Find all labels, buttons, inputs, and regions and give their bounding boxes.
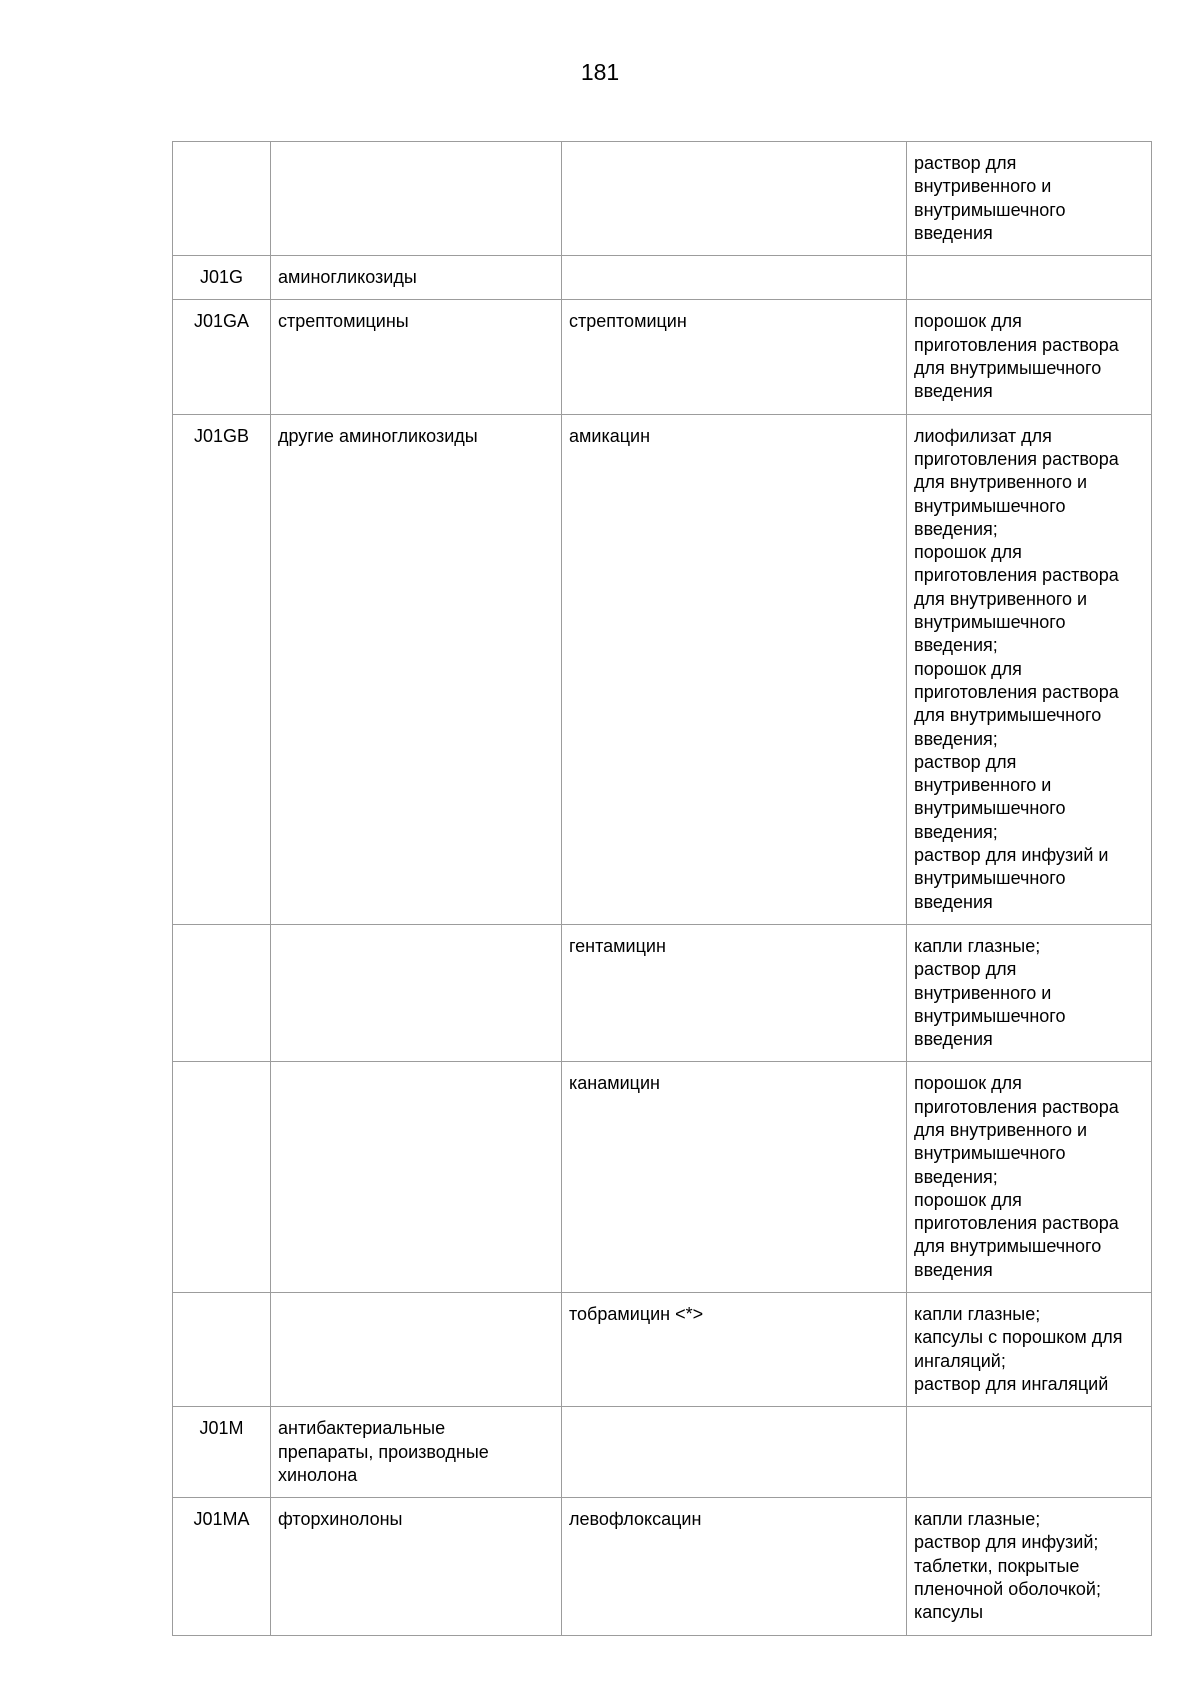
table-row — [173, 1293, 1152, 1407]
anatomical-therapeutic-group-cell — [271, 1498, 562, 1635]
dosage-form-line: приготовления раствора — [914, 1096, 1119, 1117]
drug-name-cell — [562, 256, 907, 300]
table-row — [173, 924, 1152, 1061]
table-row — [173, 414, 1152, 924]
drug-name-cell: канамицин — [562, 1062, 907, 1293]
drug-name-cell: тобрамицин <*> — [562, 1293, 907, 1407]
atc-code-cell: J01GB — [173, 414, 271, 924]
dosage-form-line: приготовления раствора — [914, 1213, 1119, 1234]
dosage-form-line: введения — [914, 1029, 993, 1050]
dosage-form-line: для внутримышечного — [914, 705, 1102, 726]
anatomical-therapeutic-group-cell — [271, 1293, 562, 1407]
atc-code-cell: J01G — [173, 256, 271, 300]
dosage-form-line: введения; — [914, 821, 998, 842]
dosage-form-line: введения; — [914, 635, 998, 656]
dosage-form-line: раствор для инфузий; — [914, 1532, 1099, 1553]
dosage-form-line: внутримышечного — [914, 798, 1066, 819]
dosage-form-line: введения — [914, 222, 993, 243]
dosage-forms-cell — [907, 414, 1152, 924]
dosage-form-line: приготовления раствора — [914, 565, 1119, 586]
dosage-form-line: приготовления раствора — [914, 448, 1119, 469]
atc-code-cell: J01MA — [173, 1498, 271, 1635]
dosage-form-line: раствор для — [914, 751, 1017, 772]
dosage-form-line: порошок для — [914, 311, 1022, 332]
dosage-forms-cell — [907, 256, 1152, 300]
dosage-form-line: для внутривенного и — [914, 1119, 1088, 1140]
drug-name-cell: гентамицин — [562, 924, 907, 1061]
table-row — [173, 1498, 1152, 1635]
drug-name-cell: амикацин — [562, 414, 907, 924]
dosage-form-line: введения; — [914, 1166, 998, 1187]
dosage-forms-cell — [907, 1407, 1152, 1498]
anatomical-therapeutic-group-cell — [271, 1407, 562, 1498]
dosage-forms-cell — [907, 1293, 1152, 1407]
anatomical-therapeutic-group-cell — [271, 300, 562, 414]
dosage-form-line: приготовления раствора — [914, 334, 1119, 355]
dosage-form-line: внутримышечного — [914, 1143, 1066, 1164]
dosage-form-line: раствор для — [914, 959, 1017, 980]
group-line: аминогликозиды — [278, 267, 417, 288]
dosage-form-line: капсулы с порошком для — [914, 1327, 1123, 1348]
page-number: 181 — [580, 59, 620, 85]
dosage-form-line: порошок для — [914, 542, 1022, 563]
atc-code-cell — [173, 924, 271, 1061]
drug-table — [172, 141, 1152, 1636]
dosage-forms-cell — [907, 142, 1152, 256]
atc-code-cell — [173, 142, 271, 256]
group-line: фторхинолоны — [278, 1509, 403, 1530]
group-line: другие аминогликозиды — [278, 425, 478, 446]
drug-name-cell — [562, 1407, 907, 1498]
dosage-forms-cell — [907, 1062, 1152, 1293]
dosage-form-line: для внутримышечного — [914, 358, 1102, 379]
atc-code-cell: J01GA — [173, 300, 271, 414]
dosage-forms-cell — [907, 300, 1152, 414]
dosage-form-line: внутримышечного — [914, 868, 1066, 889]
dosage-form-line: внутривенного и — [914, 176, 1052, 197]
dosage-form-line: внутривенного и — [914, 775, 1052, 796]
dosage-form-line: пленочной оболочкой; — [914, 1579, 1101, 1600]
table-body — [173, 142, 1152, 1636]
anatomical-therapeutic-group-cell — [271, 414, 562, 924]
dosage-form-line: таблетки, покрытые — [914, 1555, 1080, 1576]
dosage-form-line: ингаляций; — [914, 1350, 1006, 1371]
anatomical-therapeutic-group-cell — [271, 142, 562, 256]
anatomical-therapeutic-group-cell — [271, 256, 562, 300]
dosage-form-line: порошок для — [914, 1189, 1022, 1210]
dosage-forms-cell — [907, 1498, 1152, 1635]
group-line: хинолона — [278, 1464, 358, 1485]
atc-code-cell: J01M — [173, 1407, 271, 1498]
drug-name-cell: левофлоксацин — [562, 1498, 907, 1635]
dosage-form-line: введения — [914, 381, 993, 402]
dosage-form-line: порошок для — [914, 1073, 1022, 1094]
dosage-form-line: внутримышечного — [914, 612, 1066, 633]
dosage-form-line: внутримышечного — [914, 1005, 1066, 1026]
atc-code-cell — [173, 1062, 271, 1293]
dosage-form-line: внутримышечного — [914, 199, 1066, 220]
table-row — [173, 300, 1152, 414]
anatomical-therapeutic-group-cell — [271, 924, 562, 1061]
table-row — [173, 1407, 1152, 1498]
dosage-form-line: для внутримышечного — [914, 1236, 1102, 1257]
dosage-form-line: порошок для — [914, 658, 1022, 679]
dosage-form-line: внутримышечного — [914, 495, 1066, 516]
dosage-form-line: внутривенного и — [914, 982, 1052, 1003]
group-line: препараты, производные — [278, 1441, 489, 1462]
dosage-form-line: капсулы — [914, 1602, 984, 1623]
table-row — [173, 1062, 1152, 1293]
dosage-form-line: капли глазные; — [914, 1509, 1041, 1530]
anatomical-therapeutic-group-cell — [271, 1062, 562, 1293]
atc-code-cell — [173, 1293, 271, 1407]
dosage-form-line: раствор для инфузий и — [914, 845, 1109, 866]
dosage-form-line: раствор для — [914, 153, 1017, 173]
dosage-form-line: для внутривенного и — [914, 472, 1088, 493]
dosage-form-line: капли глазные; — [914, 935, 1041, 956]
group-line: стрептомицины — [278, 311, 409, 332]
drug-name-cell — [562, 142, 907, 256]
table-row — [173, 256, 1152, 300]
group-line: антибактериальные — [278, 1418, 446, 1439]
dosage-forms-cell — [907, 924, 1152, 1061]
dosage-form-line: введения — [914, 1259, 993, 1280]
dosage-form-line: для внутривенного и — [914, 588, 1088, 609]
dosage-form-line: раствор для ингаляций — [914, 1373, 1109, 1394]
table-row — [173, 142, 1152, 256]
dosage-form-line: введения; — [914, 518, 998, 539]
dosage-form-line: введения; — [914, 728, 998, 749]
drug-name-cell: стрептомицин — [562, 300, 907, 414]
dosage-form-line: капли глазные; — [914, 1304, 1041, 1325]
dosage-form-line: приготовления раствора — [914, 681, 1119, 702]
dosage-form-line: введения — [914, 891, 993, 912]
dosage-form-line: лиофилизат для — [914, 425, 1052, 446]
